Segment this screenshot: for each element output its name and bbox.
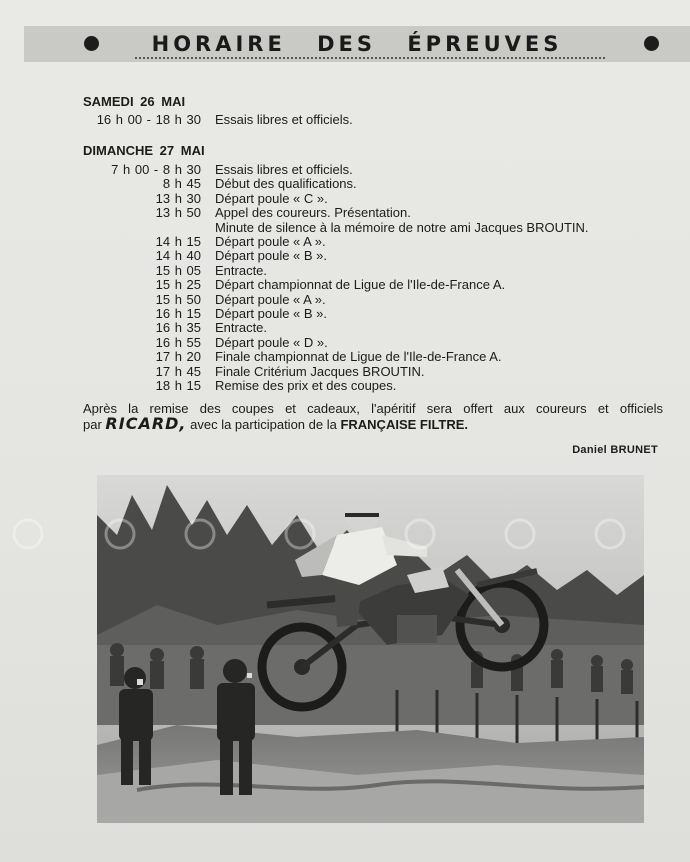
schedule-row (83, 307, 663, 321)
motocross-photo (97, 475, 644, 823)
schedule-row (83, 336, 663, 350)
schedule-row (83, 264, 663, 278)
schedule-event: Départ poule « A ». (215, 234, 326, 249)
closing-line-2 (83, 416, 663, 432)
bullet-icon (644, 36, 659, 51)
schedule-event: Remise des prix et des coupes. (215, 378, 397, 393)
schedule-time: 7 h 00 - 8 h 30 (111, 162, 201, 177)
schedule-event: Entracte. (215, 320, 268, 336)
schedule-row (83, 249, 663, 263)
schedule-event: Départ poule « B ». (215, 306, 328, 321)
schedule-time: 13 h 50 (155, 205, 201, 221)
schedule-row (83, 177, 663, 191)
schedule-event: Entracte. (215, 262, 268, 278)
schedule-event: Départ poule « D ». (215, 334, 328, 350)
page-title: HORAIRE DES ÉPREUVES (151, 32, 563, 56)
schedule-row (83, 379, 663, 393)
schedule-row (83, 221, 663, 235)
closing-line-1: Après la remise des coupes et cadeaux, l'apéritif sera offert aux coureurs et officiels (83, 401, 663, 416)
schedule-event: Départ poule « A ». (215, 291, 326, 307)
schedule-time: 17 h 45 (155, 363, 201, 379)
day-heading-saturday: SAMEDI 26 MAI (83, 94, 186, 109)
schedule-event: Appel des coureurs. Présentation. (215, 205, 411, 221)
schedule-row (83, 321, 663, 335)
schedule-time: 14 h 15 (155, 234, 201, 249)
closing-par: par (83, 417, 102, 432)
schedule-row (83, 293, 663, 307)
schedule-row (83, 192, 663, 206)
schedule-row (83, 365, 663, 379)
schedule-time: 14 h 40 (155, 248, 201, 264)
schedule-event: Départ championnat de Ligue de l'Ile-de-France A. (215, 277, 506, 293)
bullet-icon (84, 36, 99, 51)
closing-paragraph (83, 401, 663, 432)
schedule-time: 16 h 55 (155, 334, 201, 350)
schedule-row (83, 235, 663, 249)
schedule-time: 15 h 05 (155, 262, 201, 278)
schedule-row (83, 113, 663, 127)
schedule-time: 15 h 25 (155, 277, 201, 293)
schedule-row (83, 278, 663, 292)
schedule-row (83, 163, 663, 177)
schedule-event: Minute de silence à la mémoire de notre ami Jacques BROUTIN. (215, 219, 589, 235)
schedule-time: 17 h 20 (155, 349, 201, 365)
schedule-event: Finale championnat de Ligue de l'Ile-de-France A. (215, 349, 502, 365)
ricard-brand: RICARD, (105, 414, 187, 433)
schedule-time: 16 h 35 (155, 320, 201, 336)
schedule-time: 16 h 00 - 18 h 30 (96, 112, 201, 127)
schedule-event: Finale Critérium Jacques BROUTIN. (215, 363, 425, 379)
schedule-event: Essais libres et officiels. (215, 112, 353, 127)
schedule-event: Début des qualifications. (215, 176, 357, 192)
schedule-event: Départ poule « C ». (215, 190, 328, 206)
sponsor-name: FRANÇAISE FILTRE. (340, 417, 469, 432)
title-underline (135, 57, 605, 59)
schedule-row (83, 350, 663, 364)
author-signature: Daniel BRUNET (572, 444, 658, 456)
schedule-time: 16 h 15 (155, 306, 201, 321)
schedule-event: Essais libres et officiels. (215, 162, 353, 177)
schedule-row (83, 206, 663, 220)
schedule-time: 18 h 15 (155, 378, 201, 393)
schedule-event: Départ poule « B ». (215, 248, 328, 264)
schedule-time: 13 h 30 (155, 190, 201, 206)
schedule-time: 8 h 45 (162, 176, 201, 192)
schedule-time: 15 h 50 (155, 291, 201, 307)
day-heading-sunday: DIMANCHE 27 MAI (83, 143, 205, 158)
closing-middle: avec la participation de la (190, 417, 337, 432)
